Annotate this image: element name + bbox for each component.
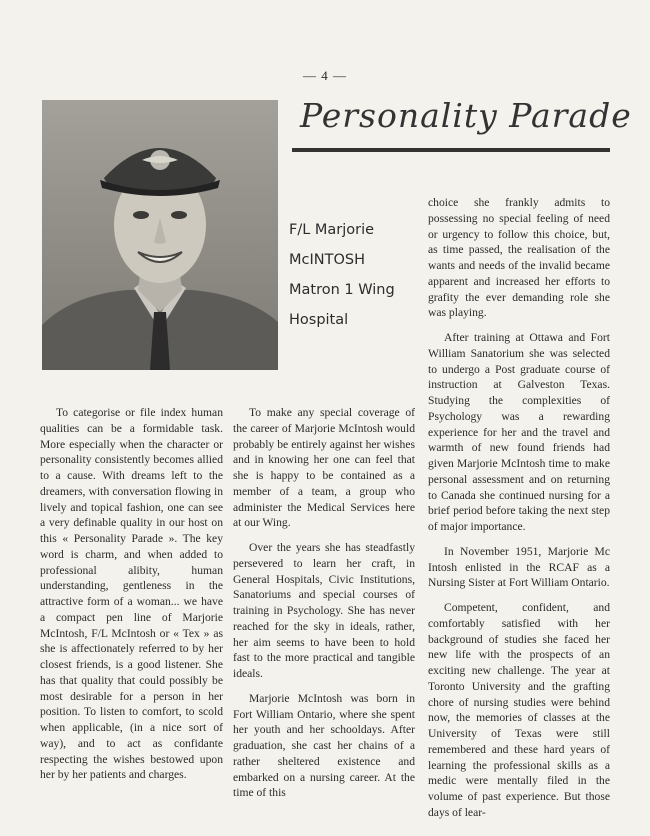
- portrait-illustration: [42, 100, 278, 370]
- byline: [289, 215, 414, 335]
- paragraph: To make any special coverage of the career of Marjorie McIntosh would probably be entirely against her wishes and in knowing her one can feel that she is happy to be contained as a member of a team, a group who administer the Medical Services here at our Wing.: [233, 406, 415, 530]
- page-number: — 4 —: [303, 68, 347, 83]
- paragraph: After training at Ottawa and Fort William Sanatorium she was selected to undergo a Post graduate course of instruction at Galveston Texas. Studying the complexities of Psychology was a rewarding experience for her and the travel and warmth of new found friends had given Marjorie McIntosh time to make personal assessment and on returning to Canada she continued nursing for a brief period before taking the next step of major importance.: [428, 331, 610, 533]
- paragraph: In November 1951, Marjorie Mc Intosh enlisted in the RCAF as a Nursing Sister at Fort William Ontario.: [428, 544, 610, 590]
- byline-rank-name: F/L Marjorie: [289, 222, 375, 238]
- text-column-1: [40, 405, 223, 792]
- title-underline: [292, 148, 610, 152]
- paragraph: Competent, confident, and comfortably satisfied with her background of studies she faced her new life with the prospects of an exciting new challenge. The year at Toronto University and the grafting chore of nursing studies were behind now, the memories of classes at the University of Texas were still remembered and these hard years of learning the professional skills as a medic were mentally filed in the volume of past experience. But those days of lear-: [428, 601, 610, 819]
- article-title: Personality Parade: [300, 96, 632, 135]
- byline-position: Matron 1 Wing: [289, 282, 395, 298]
- paragraph: To categorise or file index human qualities can be a formidable task. More especially when the character or personality consistently becomes allied to a cause. With dreams left to the dreamers, with conversation flowing in lively and topical fashion, one can see a very definable quality in our host on this « Personality Parade ». The key word is charm, and when added to professional alibity, human understanding, gentleness in the attractive form of a woman... we have a compact pen line of Marjorie McIntosh, F/L McIntosh or « Tex » as she is affectionately referred to by her closest friends, is a good listener. She has that quality that could possibly be most desirable for a person in her position. To listen to comfort, to scold when applicable, (in a nice sort of way), and to act as confidante respecting the wishes bestowed upon her by her patients and charges.: [40, 406, 223, 782]
- paragraph: choice she frankly admits to possessing no special feeling of need or urgency to follow this choice, but, as time passed, the realisation of the wants and needs of the invalid became apparent and increased her efforts to grafity the ever demanding role she was playing.: [428, 196, 610, 320]
- byline-unit: Hospital: [289, 312, 349, 328]
- paragraph: Marjorie McIntosh was born in Fort William Ontario, where she spent her youth and her schooldays. After graduation, she cast her chains of a rather sheltered existence and embarked on a nursing career. At the time of this: [233, 691, 415, 800]
- text-column-3: [428, 195, 610, 830]
- text-column-2: [233, 405, 415, 810]
- paragraph: Over the years she has steadfastly persevered to learn her craft, in General Hospitals, Civic Institutions, Sanatoriums and special courses of training in Psychology. She has never reached for the sky in ideals, rather, her aim seems to have been to hold fast to the more practical and tangible ideals.: [233, 541, 415, 680]
- portrait-photo: [42, 100, 278, 370]
- byline-surname: McINTOSH: [289, 252, 365, 268]
